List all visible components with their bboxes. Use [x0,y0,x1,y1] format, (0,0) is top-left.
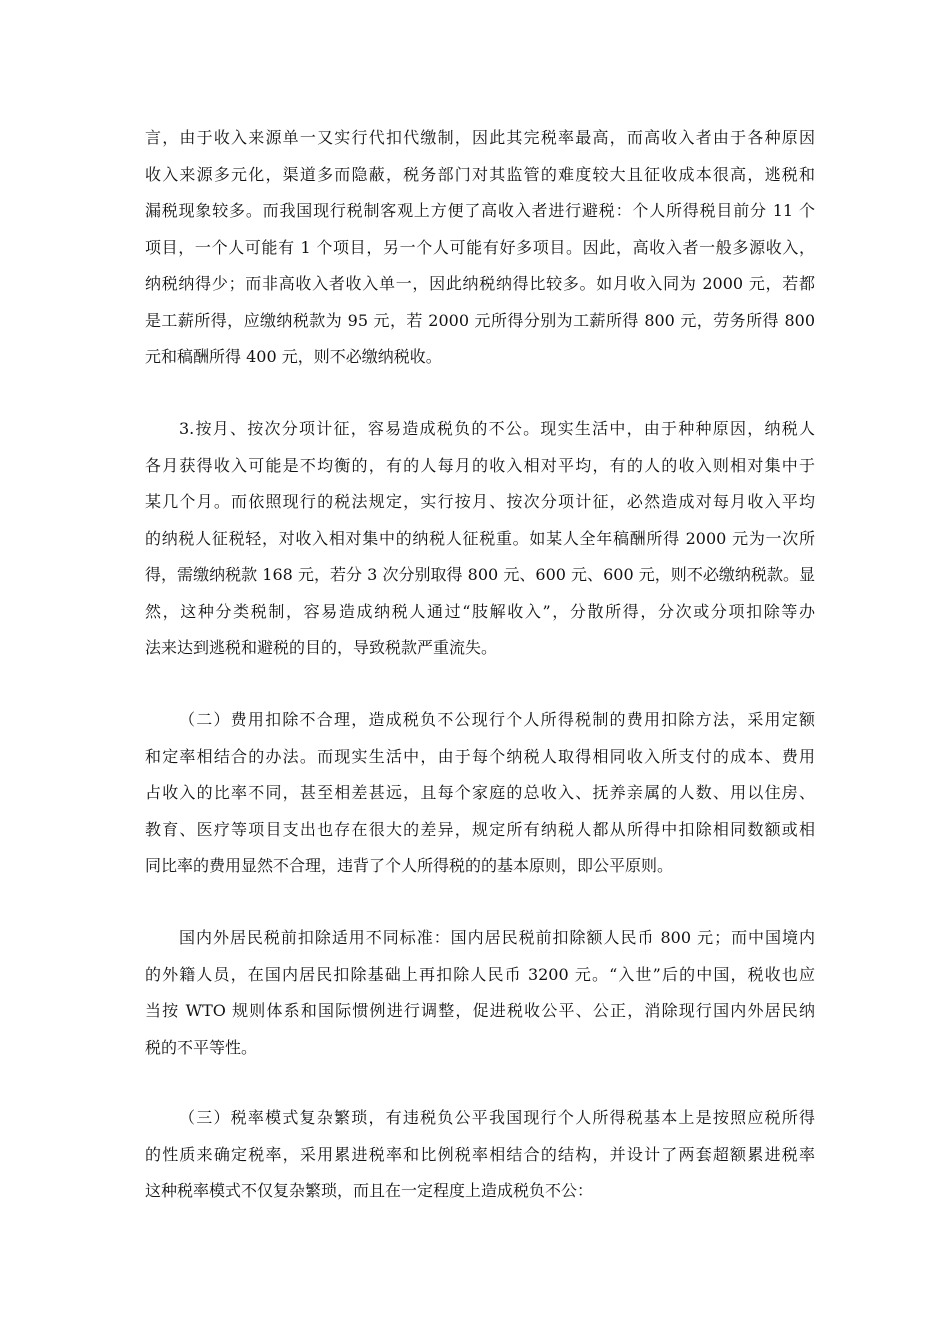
paragraph-line: （二）费用扣除不合理，造成税负不公现行个人所得税制的费用扣除方法，采用定额 [179,710,815,729]
paragraph-3 [145,702,815,885]
paragraph-line: 纳税纳得少；而非高收入者收入单一，因此纳税纳得比较多。如月收入同为 2000 元，若都 [145,274,815,293]
paragraph-line: 言，由于收入来源单一又实行代扣代缴制，因此其完税率最高，而高收入者由于各种原因 [145,128,815,147]
paragraph-line: 3.按月、按次分项计征，容易造成税负的不公。现实生活中，由于种种原因，纳税人 [179,419,815,438]
paragraph-line: 得，需缴纳税款 168 元，若分 3 次分别取得 800 元、600 元、600 元，则不必缴纳税款。显 [145,565,815,584]
paragraph-line: 各月获得收入可能是不均衡的，有的人每月的收入相对平均，有的人的收入则相对集中于 [145,455,815,475]
paragraph-line: （三）税率模式复杂繁琐，有违税负公平我国现行个人所得税基本上是按照应税所得 [179,1108,815,1127]
paragraph-line: 国内外居民税前扣除适用不同标准：国内居民税前扣除额人民币 800 元；而中国境内 [179,928,815,947]
paragraph-line: 项目，一个人可能有 1 个项目，另一个人可能有好多项目。因此，高收入者一般多源收入， [145,237,815,257]
paragraph-line: 的性质来确定税率，采用累进税率和比例税率相结合的结构，并设计了两套超额累进税率 [145,1144,815,1164]
paragraph-line: 收入来源多元化，渠道多而隐蔽，税务部门对其监管的难度较大且征收成本很高，逃税和 [145,164,815,184]
paragraph-line: 然，这种分类税制，容易造成纳税人通过“肢解收入”，分散所得，分次或分项扣除等办 [145,601,815,621]
paragraph-line: 这种税率模式不仅复杂繁琐，而且在一定程度上造成税负不公： [145,1181,594,1200]
paragraph-line: 漏税现象较多。而我国现行税制客观上方便了高收入者进行避税：个人所得税目前分 11 个 [145,201,815,220]
paragraph-line: 的外籍人员，在国内居民扣除基础上再扣除人民币 3200 元。“入世”后的中国，税收也应 [145,964,815,984]
paragraph-line: 当按 WTO 规则体系和国际惯例进行调整，促进税收公平、公正，消除现行国内外居民纳 [145,1001,815,1020]
paragraph-2 [145,411,815,667]
paragraph-line: 是工薪所得，应缴纳税款为 95 元，若 2000 元所得分别为工薪所得 800 元，劳务所得 800 [145,310,815,330]
paragraph-1 [145,120,815,376]
paragraph-line: 法来达到逃税和避税的目的，导致税款严重流失。 [145,638,498,657]
paragraph-5 [145,1100,815,1210]
paragraph-line: 同比率的费用显然不合理，违背了个人所得税的的基本原则，即公平原则。 [145,856,674,875]
paragraph-line: 的纳税人征税轻，对收入相对集中的纳税人征税重。如某人全年稿酬所得 2000 元为一次所 [145,528,815,548]
paragraph-line: 占收入的比率不同，甚至相差甚远，且每个家庭的总收入、抚养亲属的人数、用以住房、 [145,783,815,802]
paragraph-line: 教育、医疗等项目支出也存在很大的差异，规定所有纳税人都从所得中扣除相同数额或相 [145,819,815,839]
paragraph-4 [145,920,815,1066]
paragraph-line: 和定率相结合的办法。而现实生活中，由于每个纳税人取得相同收入所支付的成本、费用 [145,746,815,766]
paragraph-line: 元和稿酬所得 400 元，则不必缴纳税收。 [145,347,442,366]
paragraph-line: 税的不平等性。 [145,1037,258,1057]
paragraph-line: 某几个月。而依照现行的税法规定，实行按月、按次分项计征，必然造成对每月收入平均 [145,492,815,511]
